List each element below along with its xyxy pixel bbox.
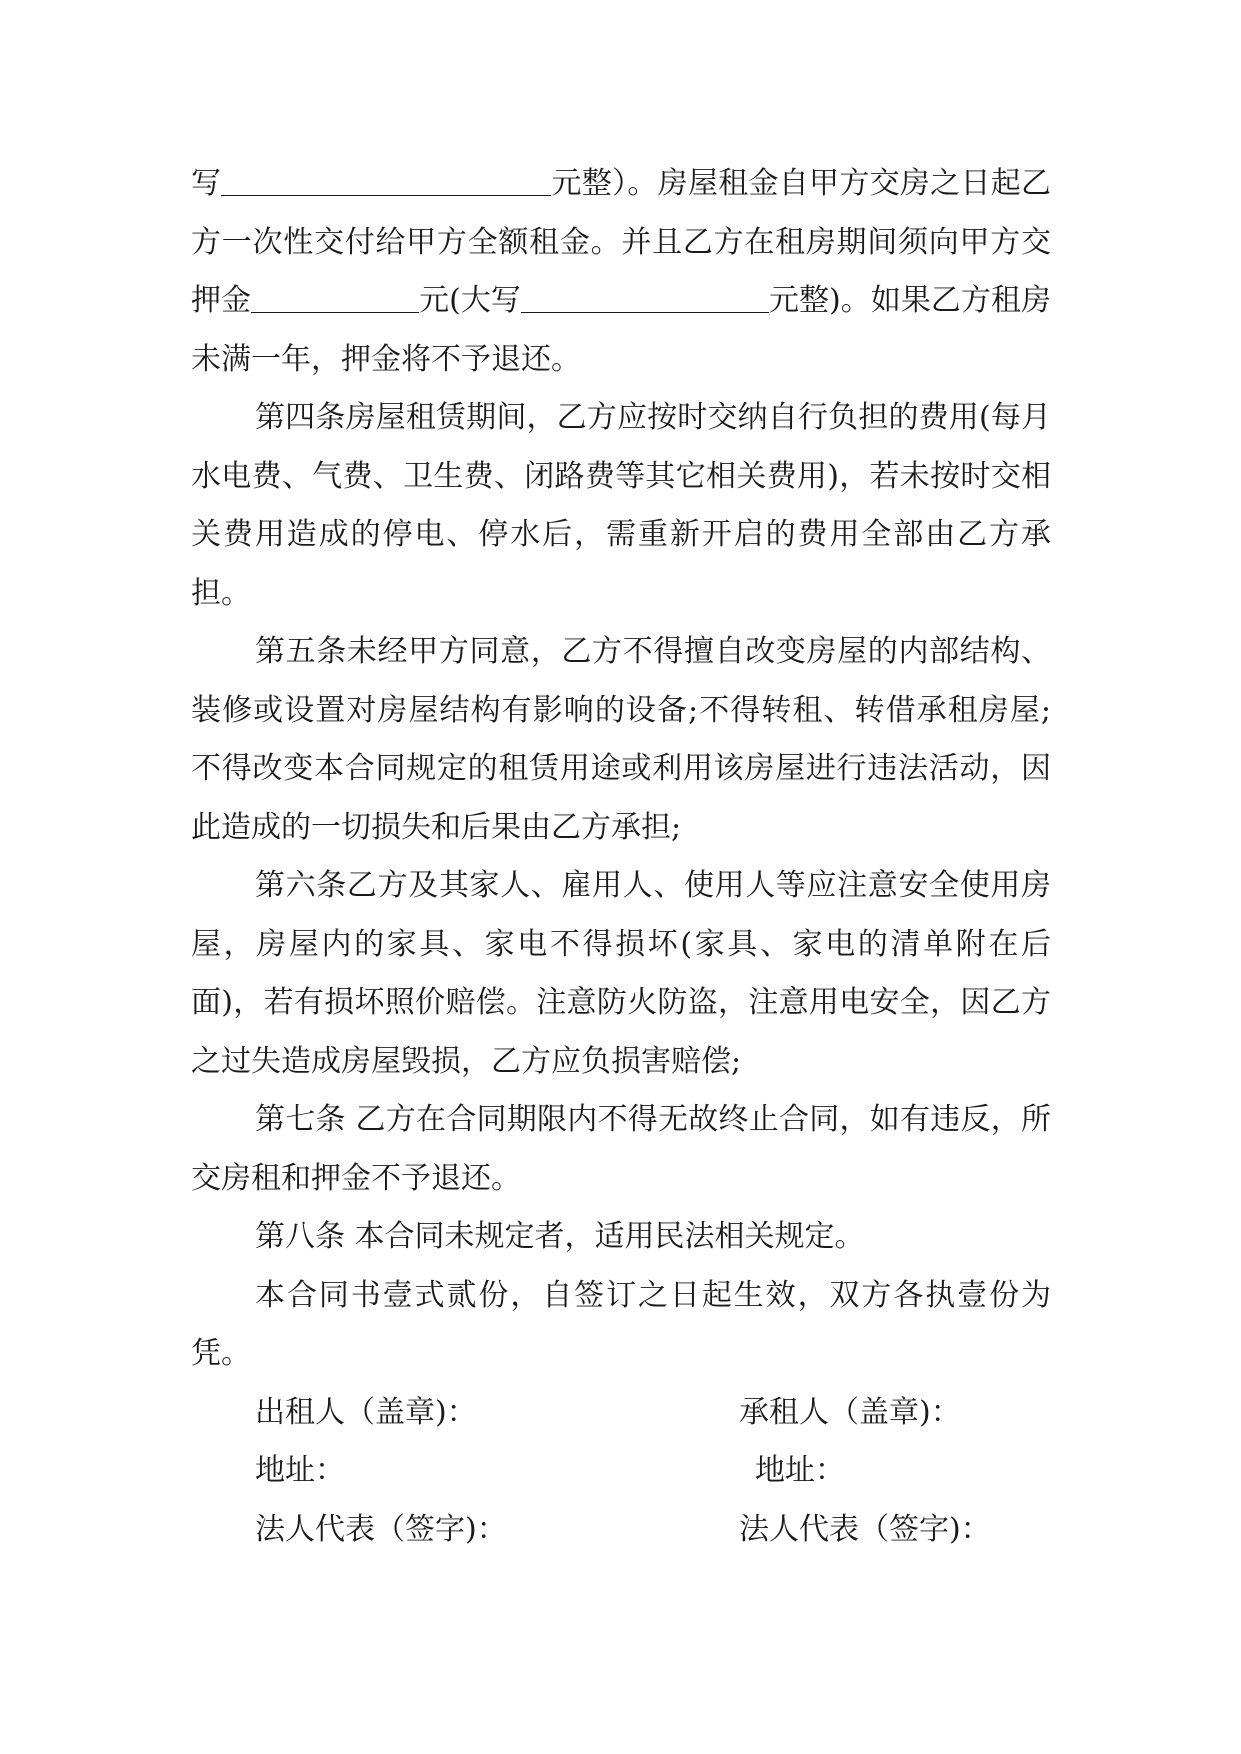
copies-clause-paragraph: 本合同书壹式贰份，自签订之日起生效，双方各执壹份为凭。 [191, 1277, 1051, 1371]
article-6-paragraph: 第六条乙方及其家人、雇用人、使用人等应注意安全使用房屋，房屋内的家具、家电不得损坏(家具、家电的清单附在后面)，若有损坏照价赔偿。注意防火防盗，注意用电安全，因乙方之过失造成房屋毁损，乙方应负损害赔偿; [191, 868, 1051, 1079]
lessor-address-label: 地址： [255, 1453, 345, 1488]
signature-row-address [191, 1442, 1051, 1501]
lessee-address-label: 地址： [755, 1453, 845, 1488]
lessor-seal-label: 出租人（盖章)： [255, 1394, 477, 1430]
lessee-seal-label: 承租人（盖章)： [739, 1394, 961, 1430]
article-5-paragraph: 第五条未经甲方同意，乙方不得擅自改变房屋的内部结构、装修或设置对房屋结构有影响的设备;不得转租、转借承租房屋;不得改变本合同规定的租赁用途或利用该房屋进行违法活动，因此造成的一切损失和后果由乙方承担; [191, 634, 1051, 845]
lessee-representative-label: 法人代表（签字)： [739, 1511, 991, 1547]
article-7-paragraph: 第七条 乙方在合同期限内不得无故终止合同，如有违反，所交房租和押金不予退还。 [191, 1102, 1051, 1196]
signature-row-seal [191, 1384, 1051, 1443]
rent-text-part-3: 元(大写 [419, 283, 521, 318]
article-4-paragraph: 第四条房屋租赁期间，乙方应按时交纳自行负担的费用(每月水电费、气费、卫生费、闭路费等其它相关费用)，若未按时交相关费用造成的停电、停水后，需重新开启的费用全部由乙方承担。 [191, 400, 1051, 611]
rent-amount-words-blank [221, 165, 551, 196]
lessor-representative-label: 法人代表（签字)： [255, 1511, 507, 1547]
contract-page [191, 155, 1051, 1559]
rent-payment-paragraph [191, 155, 1051, 389]
rent-text-part-1: 写 [191, 166, 222, 201]
rent-text-part-4: 元整)。如果乙方租房未满一年，押金将不予退还。 [191, 283, 1051, 377]
deposit-amount-blank [251, 282, 419, 313]
article-8-paragraph: 第八条 本合同未规定者，适用民法相关规定。 [255, 1219, 865, 1254]
signature-row-representative [191, 1501, 1051, 1560]
deposit-amount-words-blank [521, 282, 769, 313]
rent-text-part-2: 元整）。房屋租金自甲方交房之日起乙方一次性交付给甲方全额租金。并且乙方在租房期间须向甲方交押金 [191, 166, 1052, 318]
